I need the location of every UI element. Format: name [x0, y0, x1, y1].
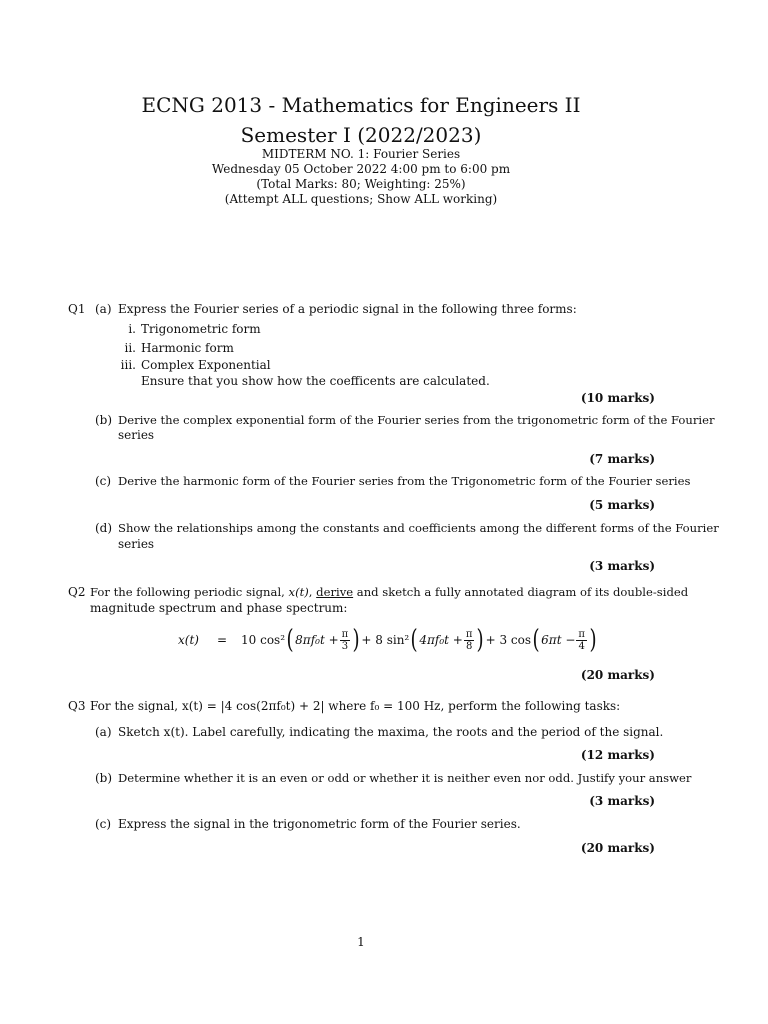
q1a-text: Express the Fourier series of a periodic signal in the following three forms: — [118, 302, 577, 316]
q3c-marks: (20 marks) — [580, 841, 655, 855]
q3b-text: Determine whether it is an even or odd or whether it is neither even nor odd. Justify your answer — [118, 771, 692, 785]
eq-term1-inner: 8πf₀t + — [295, 633, 339, 647]
q3a-label: (a) — [95, 725, 112, 739]
eq-term2-inner: 4πf₀t + — [419, 633, 463, 647]
eq-equals: = — [216, 633, 228, 647]
q1a-item-2-num: ii. — [124, 341, 136, 355]
eq-lparen-3: ( — [532, 625, 540, 655]
q1d-label: (d) — [95, 521, 113, 535]
q1c-label: (c) — [95, 474, 112, 488]
midterm-label: MIDTERM NO. 1: Fourier Series — [261, 147, 461, 161]
q1a-note: Ensure that you show how the coefficents are calculated. — [141, 374, 490, 388]
q1a-item-1-text: Trigonometric form — [141, 322, 261, 336]
q1a-item-1-num: i. — [128, 322, 136, 336]
q1b-line1: Derive the complex exponential form of the Fourier series from the trigonometric form of the Fourier — [118, 413, 715, 427]
q2-derive: derive — [316, 585, 354, 599]
q1d-line1: Show the relationships among the constants and coefficients among the different forms of the Fourier — [118, 521, 719, 535]
q1a-label: (a) — [95, 302, 112, 316]
eq-rparen-3: ) — [589, 625, 597, 655]
q3-label: Q3 — [68, 699, 86, 713]
q3c-text: Express the signal in the trigonometric form of the Fourier series. — [118, 817, 521, 831]
eq-term2: + 8 sin² — [361, 633, 410, 647]
q1b-line2: series — [118, 428, 155, 442]
eq-lhs: x(t) — [178, 633, 199, 647]
q1d-line2: series — [118, 537, 155, 551]
q2-label: Q2 — [68, 585, 86, 599]
eq-term3: + 3 cos — [485, 633, 532, 647]
eq-frac-3-num: π — [578, 628, 585, 640]
eq-frac-2 — [464, 629, 475, 652]
page-number: 1 — [357, 935, 365, 949]
q2-marks: (20 marks) — [580, 668, 655, 682]
q3c-label: (c) — [95, 817, 112, 831]
eq-frac-3 — [576, 629, 587, 652]
q3a-text: Sketch x(t). Label carefully, indicating the maxima, the roots and the period of the signal. — [118, 725, 664, 739]
q2-line1 — [90, 585, 688, 599]
q2-equation — [178, 622, 598, 658]
eq-frac-2-num: π — [465, 628, 473, 640]
eq-frac-1-den: 3 — [341, 640, 349, 652]
eq-frac-1 — [340, 629, 351, 652]
eq-frac-2-den: 8 — [465, 640, 473, 652]
q3b-label: (b) — [95, 771, 113, 785]
q3-intro: For the signal, x(t) = |4 cos(2πf₀t) + 2| where f₀ = 100 Hz, perform the following tasks: — [90, 699, 621, 713]
q3a-marks: (12 marks) — [580, 748, 655, 762]
q1d-marks: (3 marks) — [589, 559, 655, 573]
exam-datetime: Wednesday 05 October 2022 4:00 pm to 6:00 pm — [211, 162, 511, 176]
q2-line1-mid: , — [308, 585, 317, 599]
exam-title: ECNG 2013 - Mathematics for Engineers II — [141, 93, 581, 117]
semester-title: Semester I (2022/2023) — [240, 123, 482, 147]
eq-lparen-1: ( — [286, 625, 294, 655]
q1a-marks: (10 marks) — [580, 391, 655, 405]
eq-lparen-2: ( — [410, 625, 418, 655]
q3b-marks: (3 marks) — [589, 794, 655, 808]
q1b-marks: (7 marks) — [589, 452, 655, 466]
q1a-item-3-num: iii. — [120, 358, 136, 372]
eq-term1: 10 cos² — [241, 633, 286, 647]
q1a-item-2-text: Harmonic form — [141, 341, 234, 355]
q2-line1-pre: For the following periodic signal, — [90, 585, 289, 599]
eq-frac-3-den: 4 — [578, 640, 585, 652]
eq-term3-inner: 6πt − — [541, 633, 576, 647]
q1b-label: (b) — [95, 413, 113, 427]
q2-line1-post: and sketch a fully annotated diagram of its double-sided — [353, 585, 689, 599]
eq-rparen-1: ) — [352, 625, 360, 655]
q2-signal: x(t) — [288, 585, 309, 599]
instructions: (Attempt ALL questions; Show ALL working) — [224, 192, 498, 206]
eq-rparen-2: ) — [476, 625, 485, 655]
q2-line2: magnitude spectrum and phase spectrum: — [90, 601, 348, 615]
eq-frac-1-num: π — [341, 628, 349, 640]
q1-label: Q1 — [68, 302, 86, 316]
q1c-marks: (5 marks) — [589, 498, 655, 512]
q1a-item-3-text: Complex Exponential — [141, 358, 271, 372]
marks-info: (Total Marks: 80; Weighting: 25%) — [256, 177, 466, 191]
q1c-text: Derive the harmonic form of the Fourier series from the Trigonometric form of the Fourier series — [118, 474, 691, 488]
